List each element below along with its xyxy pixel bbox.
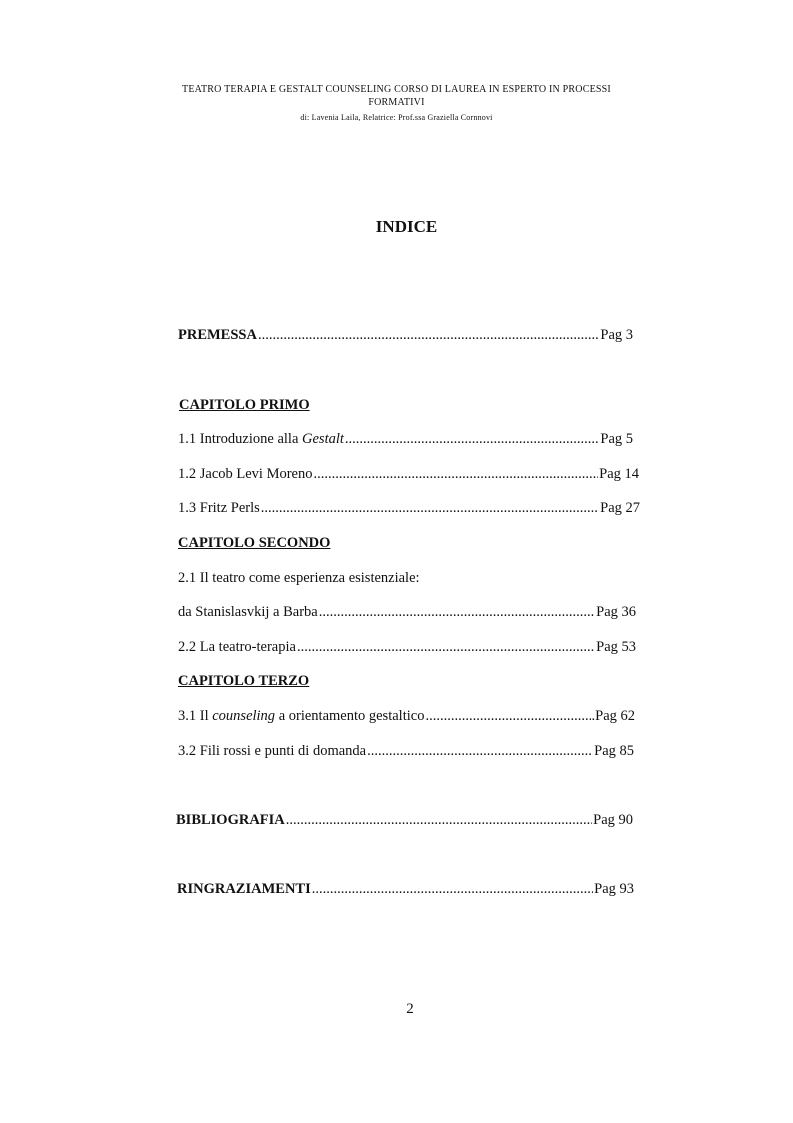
toc-entry-2-1 [178, 602, 636, 622]
dot-leader [367, 741, 593, 761]
toc-entry-label: PREMESSA [178, 327, 257, 343]
dot-leader [312, 879, 593, 899]
toc-entry-bibliografia [176, 810, 633, 830]
dot-leader [425, 706, 590, 726]
toc-entry-label: 3.1 Il counseling a orientamento gestaltico [178, 708, 425, 724]
toc-entry-1-2 [178, 464, 639, 484]
toc-entry-page: .Pag 62 [591, 708, 635, 724]
dot-leader [297, 637, 595, 657]
toc-entry-page: Pag 5 [600, 431, 633, 447]
toc-entry-3-1 [178, 706, 635, 726]
document-header-author: di: Lavenia Laila, Relatrice: Prof.ssa Graziella Cornnovi [300, 113, 493, 122]
toc-entry-ringraziamenti [177, 879, 634, 899]
toc-entry-label: 3.2 Fili rossi e punti di domanda [178, 743, 367, 759]
chapter-heading-terzo: CAPITOLO TERZO [178, 673, 310, 689]
toc-entry-label: 1.1 Introduzione alla Gestalt [178, 431, 344, 447]
page-title: INDICE [375, 217, 438, 236]
toc-entry-label: 1.3 Fritz Perls [178, 500, 260, 516]
toc-entry-1-1 [178, 429, 633, 449]
toc-entry-page: Pag 90 [593, 812, 633, 828]
dot-leader [314, 464, 599, 484]
toc-entry-label: 2.2 La teatro-terapia [178, 639, 296, 655]
chapter-heading-primo: CAPITOLO PRIMO [179, 397, 310, 413]
toc-entry-page: Pag 85 [594, 743, 634, 759]
document-header-line-2: FORMATIVI [368, 97, 425, 108]
toc-entry-page: Pag 14 [599, 466, 639, 482]
dot-leader [258, 325, 599, 345]
toc-entry-page: Pag 27 [600, 500, 640, 516]
dot-leader [345, 429, 599, 449]
toc-entry-2-2 [178, 637, 636, 657]
toc-entry-page: Pag 93 [594, 881, 634, 897]
chapter-heading-secondo: CAPITOLO SECONDO [178, 535, 331, 551]
toc-entry-3-2 [178, 741, 634, 761]
toc-entry-label: 1.2 Jacob Levi Moreno [178, 466, 313, 482]
toc-entry-page: Pag 53 [596, 639, 636, 655]
document-header-line-1: TEATRO TERAPIA E GESTALT COUNSELING CORSO DI LAUREA IN ESPERTO IN PROCESSI [182, 84, 611, 95]
toc-entry-label: BIBLIOGRAFIA [176, 812, 285, 828]
toc-entry-label: da Stanislasvkij a Barba [178, 604, 318, 620]
toc-entry-1-3 [178, 498, 640, 518]
dot-leader [261, 498, 599, 518]
toc-entry-2-1-line1: 2.1 Il teatro come esperienza esistenziale: [178, 570, 420, 586]
toc-entry-page: Pag 36 [596, 604, 636, 620]
toc-entry-page: Pag 3 [600, 327, 633, 343]
page-number: 2 [406, 1001, 414, 1017]
toc-entry-premessa [178, 325, 633, 345]
dot-leader [319, 602, 595, 622]
toc-entry-label: RINGRAZIAMENTI [177, 881, 311, 897]
dot-leader [286, 810, 592, 830]
